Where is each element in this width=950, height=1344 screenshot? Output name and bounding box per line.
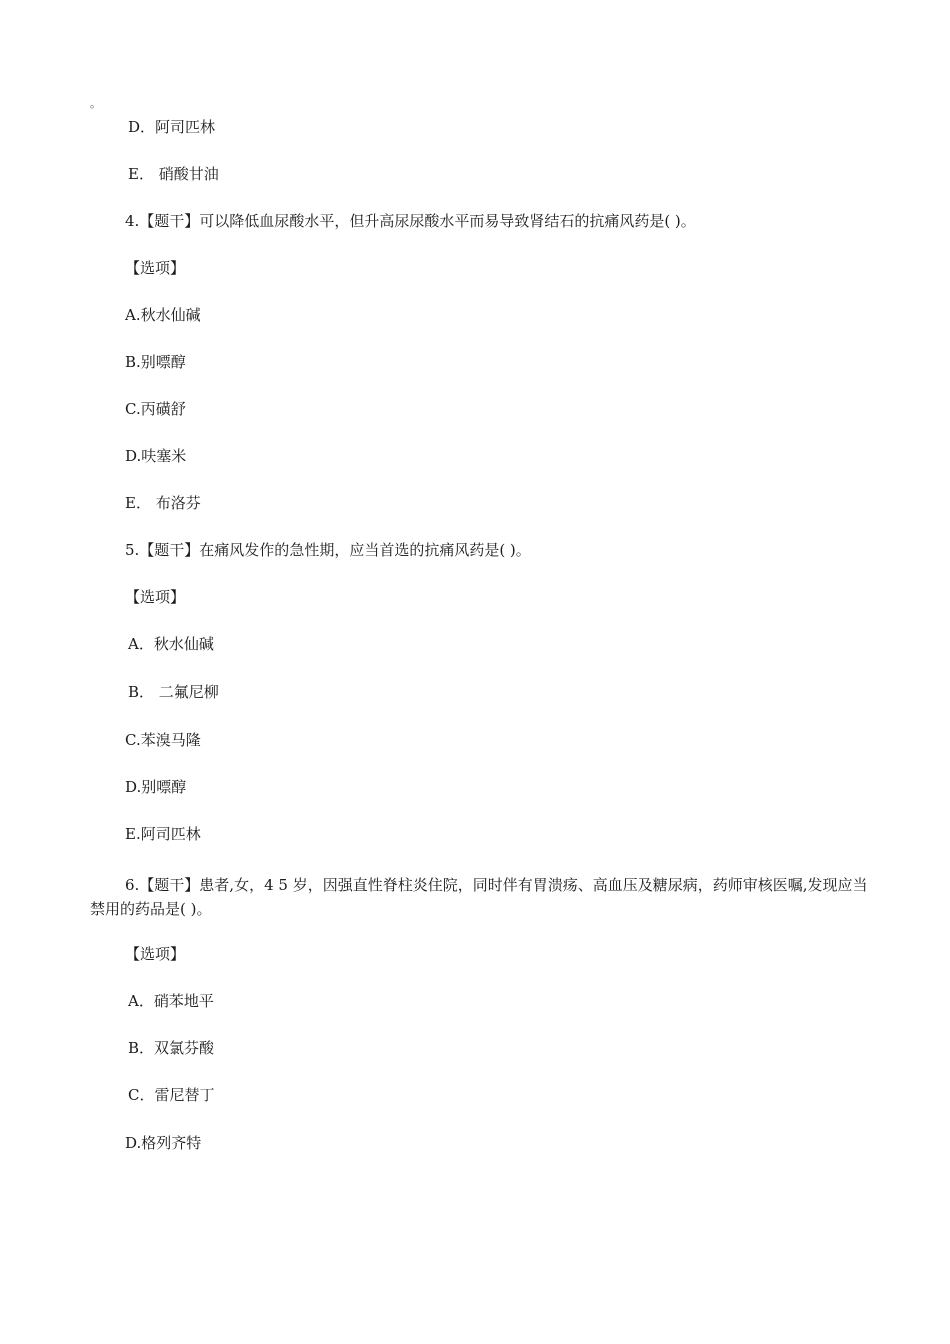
q4-option-c: C.丙磺舒	[125, 400, 186, 418]
q5-option-a: A．秋水仙碱	[128, 635, 214, 653]
q6-option-a: A．硝苯地平	[128, 992, 214, 1010]
q4-option-b: B.别嘌醇	[125, 353, 186, 371]
q3-option-d: D．阿司匹林	[128, 118, 216, 136]
q4-option-e: E． 布洛芬	[125, 494, 201, 512]
q5-options-label: 【选项】	[125, 588, 186, 606]
q5-option-d: D.别嘌醇	[125, 778, 187, 796]
q6-stem	[90, 873, 870, 921]
q3-option-e: E． 硝酸甘油	[128, 165, 219, 183]
q6-stem-text: 6.【题干】患者,女，4 5 岁，因强直性脊柱炎住院，同时伴有胃溃疡、高血压及糖尿病，药师审核医嘱,发现应当禁用的药品是( )。	[90, 876, 868, 918]
q6-option-b: B．双氯芬酸	[128, 1039, 215, 1057]
q5-stem: 5.【题干】在痛风发作的急性期，应当首选的抗痛风药是( )。	[125, 541, 531, 559]
stray-mark: 。	[90, 97, 101, 110]
q6-option-c: C．雷尼替丁	[128, 1086, 215, 1104]
q4-options-label: 【选项】	[125, 259, 186, 277]
q4-stem: 4.【题干】可以降低血尿酸水平，但升高尿尿酸水平而易导致肾结石的抗痛风药是( )。	[125, 212, 696, 230]
q5-option-c: C.苯溴马隆	[125, 731, 201, 749]
q4-option-d: D.呋塞米	[125, 447, 187, 465]
q6-option-d: D.格列齐特	[125, 1134, 202, 1152]
q4-option-a: A.秋水仙碱	[125, 306, 201, 324]
q5-option-b: B． 二氟尼柳	[128, 683, 219, 701]
q5-option-e: E.阿司匹林	[125, 825, 201, 843]
q6-options-label: 【选项】	[125, 945, 186, 963]
